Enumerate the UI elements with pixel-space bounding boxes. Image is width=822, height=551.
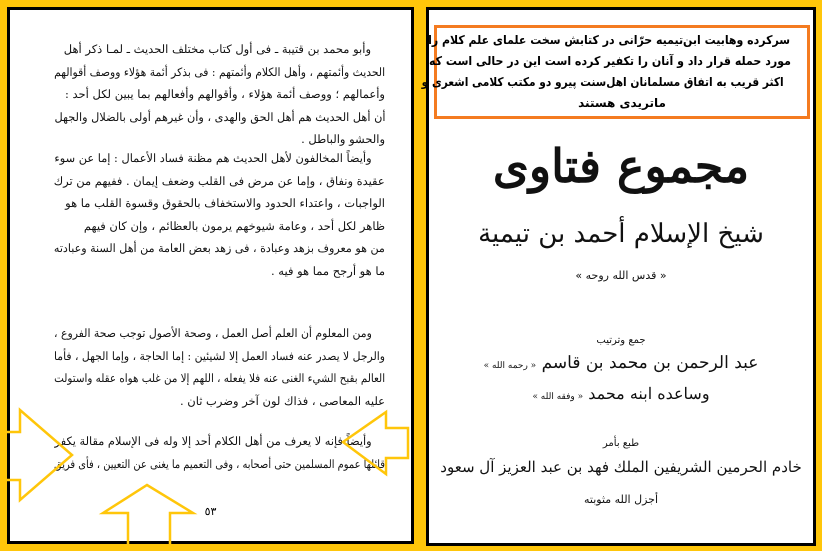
text-line: أن أهل الحديث هم أهل الحق والهدى ، وأن غيرهم أولى بالضلال والجهل [54, 109, 385, 124]
text-line: والحشو والباطل . [301, 132, 385, 146]
assistant-name: وساعده ابنه محمد [588, 384, 710, 403]
text-line: ومن المعلوم أن العلم أصل العمل ، وصحة الأصول توجب صحة الفروع ، [53, 326, 372, 340]
patron-name: خادم الحرمين الشريفين الملك فهد بن عبد العزيز آل سعود [440, 458, 802, 476]
text-line: ظاهر لكل أحد ، وعامة شيوخهم يرمون بالعظائم ، وإن كان فيهم [83, 218, 385, 233]
text-line: العالم بقبح الشيء الغنى عنه فلا يفعله ، اللهم إلا من غلب هواه عقله واستولت [53, 371, 385, 385]
book-title: مجموع فتاوى [492, 139, 750, 193]
patron-blessing: أجزل الله مثوبته [583, 493, 659, 506]
text-line: ما هو أرجح مما هو فيه . [271, 263, 385, 278]
printed-by-order-label: طبع بأمر [602, 438, 640, 449]
text-line: الواجبات ، واعتداء الحدود والاستخفاف بالحقوق وقسوة القلب ما هو [65, 196, 385, 210]
note-line: اکثر قریب به اتفاق مسلمانان اهل‌سنت پیرو دو مکتب کلامی اشعری و [421, 75, 784, 89]
author-blessing: « قدس الله روحه » [575, 269, 667, 282]
page-number: ٥٣ [204, 505, 217, 518]
text-line: وأيضاً المخالفون لأهل الحديث هم مظنة فساد الأعمال : إما عن سوء [54, 151, 372, 165]
up-pointing-arrow-icon [103, 485, 193, 551]
text-line: عليه المعاصى ، فذاك لون آخر وضرب ثان . [179, 393, 385, 408]
compiled-by-label: جمع وترتيب [596, 335, 646, 346]
right-pointing-arrow-icon [0, 410, 72, 500]
assistant-blessing: « وفقه الله » [532, 392, 584, 402]
left-pointing-arrow-icon [343, 412, 408, 474]
text-line: من هو معروف بزهد وعبادة ، فى زهد بعض العامة من أهل السنة وعبادته [53, 241, 385, 255]
text-line: وأعمالهم ؛ ووصف أئمة هؤلاء ، وأقوالهم وأفعالهم بما يبين لكل أحد : [64, 87, 385, 101]
author-name: شيخ الإسلام أحمد بن تيمية [478, 219, 764, 249]
text-line: وأبو محمد بن قتيبة ـ فى أول كتاب مختلف الحديث ـ لمـا ذكر أهل [63, 42, 371, 56]
text-line: قائلها عموم المسلمين حتى أصحابه ، وفى التعميم ما يغنى عن التعيين ، فأى فريق [54, 456, 385, 471]
compiler-blessing: « رحمه الله » [483, 361, 537, 371]
text-line: والرجل لا يصدر عنه فساد العمل إلا لشيئين : إما الحاجة ، وإما الجهل ، فأما [53, 348, 385, 363]
text-line: وأيضاً فإنه لا يعرف من أهل الكلام أحد إلا وله فى الإسلام مقالة يكفر [54, 434, 372, 448]
text-line: عقيدة ونفاق ، وإما عن مرض فى القلب وضعف إيمان . ففيهم من ترك [54, 173, 385, 188]
note-line: ماتریدی هستند [578, 96, 666, 110]
note-line: مورد حمله قرار داد و آنان را تکفیر کرده است این در حالی است که [429, 54, 792, 68]
compiler-name: عبد الرحمن بن محمد بن قاسم [541, 353, 759, 373]
text-line: الحديث وأئمتهم ، وأهل الكلام وأئمتهم : فى بذكر أئمة هؤلاء ووصف أقوالهم [54, 64, 385, 79]
note-line: سرکرده وهابیت ابن‌تیمیه حرّانی در کتابش سخت علمای علم کلام را [427, 33, 790, 47]
